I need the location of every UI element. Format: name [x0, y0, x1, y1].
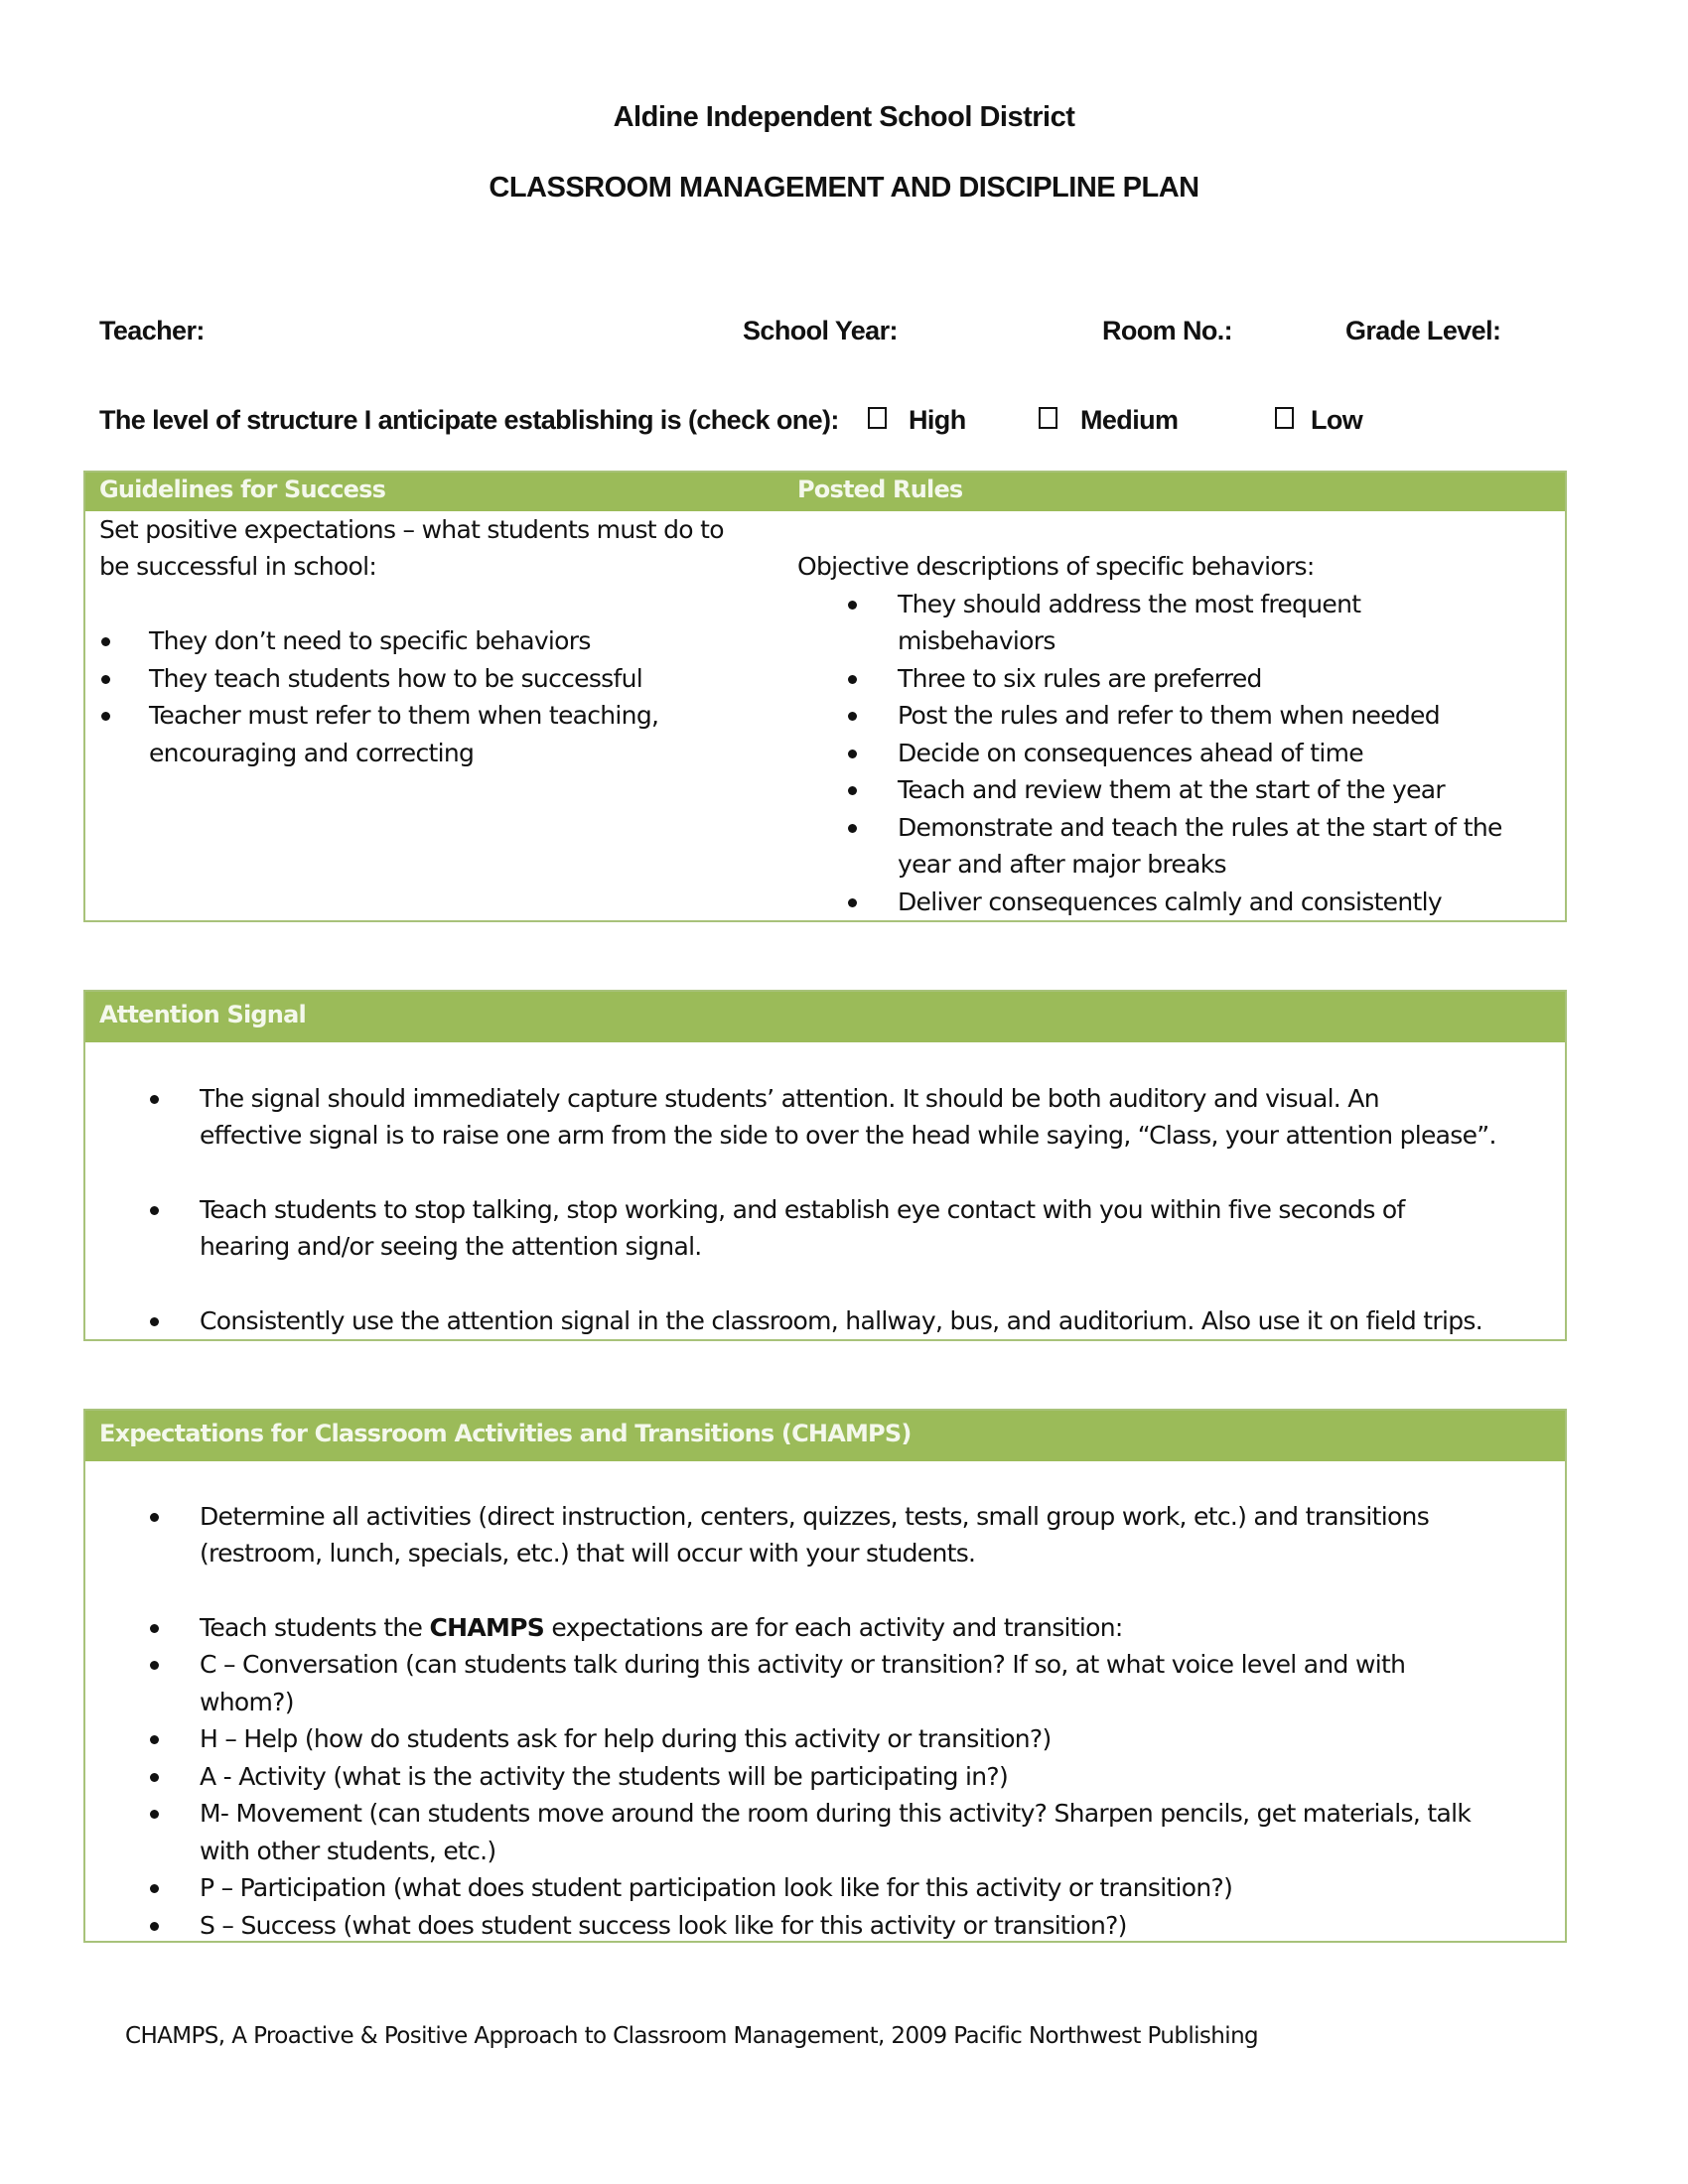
table-header-row: [85, 473, 1565, 511]
guidelines-header: Guidelines for Success: [99, 476, 386, 503]
champs-bullet-1-line-2: (restroom, lunch, specials, etc.) that will occur with your students.: [200, 1539, 976, 1568]
bullet-icon: [150, 1624, 159, 1633]
bullet-icon: [150, 1513, 159, 1522]
champs-bullet-2-post: expectations are for each activity and transition:: [544, 1613, 1123, 1642]
bullet-icon: [848, 750, 857, 758]
attention-bullet-2-line-2: hearing and/or seeing the attention signal.: [200, 1232, 702, 1261]
structure-prompt: The level of structure I anticipate establishing is (check one):: [99, 405, 839, 435]
attention-signal-section: [83, 990, 1567, 1341]
rule-1-line-2: misbehaviors: [898, 626, 1055, 655]
plan-title: CLASSROOM MANAGEMENT AND DISCIPLINE PLAN: [489, 172, 1199, 204]
champs-p: P – Participation (what does student participation look like for this activity or transition?): [200, 1873, 1233, 1902]
champs-bullet-2-pre: Teach students the: [200, 1613, 430, 1642]
checkbox-low[interactable]: [1275, 407, 1294, 429]
checkbox-medium[interactable]: [1039, 407, 1057, 429]
bullet-icon: [848, 712, 857, 721]
attention-bullet-1-line-2: effective signal is to raise one arm from the side to over the head while saying, “Class, your attention please”.: [200, 1121, 1496, 1150]
rule-1-line-1: They should address the most frequent: [898, 590, 1361, 618]
rule-5: Teach and review them at the start of the year: [898, 775, 1446, 804]
bullet-icon: [848, 786, 857, 795]
guidelines-bullet-3-line-1: Teacher must refer to them when teaching,: [149, 701, 659, 730]
attention-signal-header-bar: [85, 992, 1565, 1042]
rule-6-line-1: Demonstrate and teach the rules at the start of the: [898, 813, 1502, 842]
school-year-label: School Year:: [743, 316, 898, 345]
guidelines-intro-line-2: be successful in school:: [99, 552, 377, 581]
option-label-low: Low: [1311, 405, 1363, 435]
bullet-icon: [150, 1773, 159, 1782]
bullet-icon: [848, 898, 857, 907]
checkbox-high[interactable]: [868, 407, 887, 429]
rule-4: Decide on consequences ahead of time: [898, 739, 1363, 767]
room-number-label: Room No.:: [1102, 316, 1233, 345]
bullet-icon: [150, 1810, 159, 1819]
champs-header-bar: [85, 1411, 1565, 1461]
posted-rules-header: Posted Rules: [797, 476, 963, 503]
champs-h: H – Help (how do students ask for help during this activity or transition?): [200, 1724, 1052, 1753]
bullet-icon: [150, 1735, 159, 1744]
district-name: Aldine Independent School District: [613, 101, 1075, 133]
champs-header: Expectations for Classroom Activities and Transitions (CHAMPS): [99, 1420, 912, 1447]
bullet-icon: [101, 675, 110, 684]
champs-c-line-2: whom?): [200, 1688, 294, 1716]
grade-level-label: Grade Level:: [1345, 316, 1501, 345]
bullet-icon: [150, 1206, 159, 1215]
attention-bullet-1-line-1: The signal should immediately capture students’ attention. It should be both auditory and visual. An: [200, 1084, 1379, 1113]
option-label-high: High: [909, 405, 966, 435]
champs-bullet-1-line-1: Determine all activities (direct instruction, centers, quizzes, tests, small group work, etc.) and transitions: [200, 1502, 1430, 1531]
bullet-icon: [848, 675, 857, 684]
option-label-medium: Medium: [1080, 405, 1179, 435]
bullet-icon: [848, 601, 857, 610]
champs-s: S – Success (what does student success look like for this activity or transition?): [200, 1911, 1127, 1940]
bullet-icon: [848, 824, 857, 833]
rule-3: Post the rules and refer to them when needed: [898, 701, 1440, 730]
guidelines-bullet-1: They don’t need to specific behaviors: [149, 626, 591, 655]
champs-m-line-1: M- Movement (can students move around the room during this activity? Sharpen pencils, get materials, talk: [200, 1799, 1472, 1828]
attention-bullet-3: Consistently use the attention signal in the classroom, hallway, bus, and auditorium. Also use it on field trips.: [200, 1306, 1482, 1335]
guidelines-bullet-2: They teach students how to be successful: [149, 664, 642, 693]
rule-2: Three to six rules are preferred: [898, 664, 1262, 693]
guidelines-intro-line-1: Set positive expectations – what students must do to: [99, 515, 724, 544]
attention-signal-header: Attention Signal: [99, 1001, 306, 1028]
attention-bullet-2-line-1: Teach students to stop talking, stop working, and establish eye contact with you within five seconds of: [200, 1195, 1405, 1224]
champs-m-line-2: with other students, etc.): [200, 1837, 496, 1865]
posted-rules-intro: Objective descriptions of specific behaviors:: [797, 552, 1315, 581]
teacher-label: Teacher:: [99, 316, 205, 345]
bullet-icon: [150, 1661, 159, 1670]
bullet-icon: [150, 1317, 159, 1326]
champs-bullet-2: [200, 1609, 1123, 1647]
champs-c-line-1: C – Conversation (can students talk during this activity or transition? If so, at what voice level and with: [200, 1650, 1406, 1679]
citation-footer: CHAMPS, A Proactive & Positive Approach to Classroom Management, 2009 Pacific Northwest Publishing: [125, 2023, 1259, 2049]
bullet-icon: [101, 637, 110, 646]
rule-7: Deliver consequences calmly and consistently: [898, 887, 1442, 916]
rule-6-line-2: year and after major breaks: [898, 850, 1226, 879]
champs-a: A - Activity (what is the activity the students will be participating in?): [200, 1762, 1009, 1791]
champs-acronym: CHAMPS: [429, 1613, 545, 1642]
bullet-icon: [150, 1884, 159, 1893]
bullet-icon: [150, 1922, 159, 1931]
bullet-icon: [101, 712, 110, 721]
bullet-icon: [150, 1095, 159, 1104]
guidelines-bullet-3-line-2: encouraging and correcting: [149, 739, 475, 767]
